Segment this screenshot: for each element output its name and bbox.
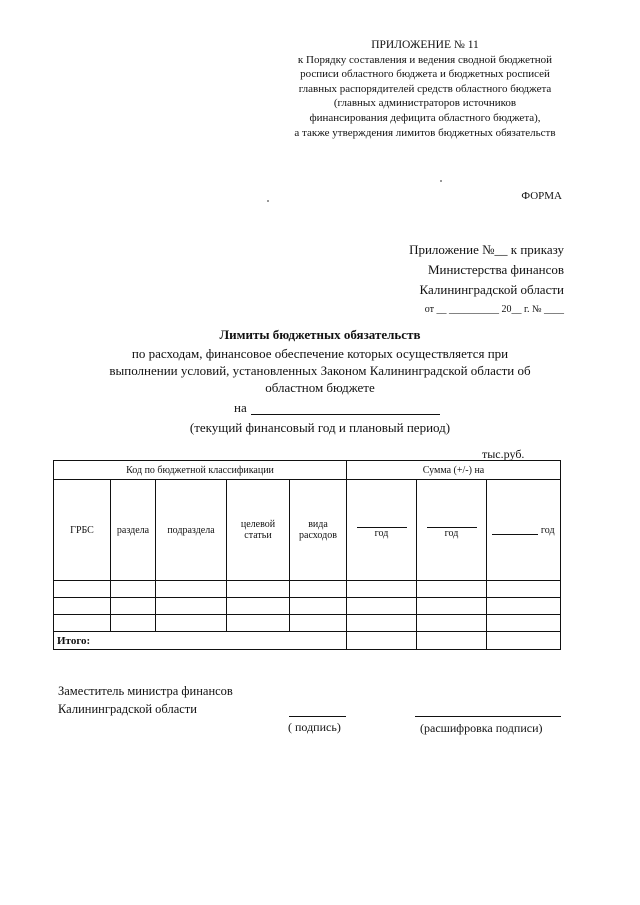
order-line: Министерства финансов: [427, 262, 564, 277]
appendix-line: росписи областного бюджета и бюджетных росписей: [300, 68, 550, 81]
order-line: Калининградской области: [419, 282, 564, 297]
group-header-sums: Сумма (+/-) на: [347, 461, 561, 480]
order-line: Приложение №__ к приказу: [409, 242, 564, 257]
order-reference: [360, 240, 564, 320]
signatory-position-line: Калининградской области: [58, 702, 197, 716]
appendix-line: к Порядку составления и ведения сводной бюджетной: [297, 53, 553, 66]
total-label: Итого:: [54, 632, 347, 650]
col-header-year-2: год: [417, 480, 487, 581]
scan-speck: [440, 180, 442, 182]
signatory-position: [58, 682, 233, 718]
form-label: ФОРМА: [521, 190, 562, 202]
table-row: [54, 615, 561, 632]
appendix-line: главных распорядителей средств областного бюджета: [298, 82, 552, 95]
na-blank-line: [251, 414, 440, 415]
appendix-heading: ПРИЛОЖЕНИЕ № 11: [371, 39, 479, 51]
appendix-block: [286, 38, 564, 140]
signature-line: [289, 716, 346, 717]
total-row: [54, 632, 561, 650]
col-header-target-item: целевой статьи: [227, 480, 290, 581]
unit-label: тыс.руб.: [482, 447, 525, 461]
document-description: по расходам, финансовое обеспечение которых осуществляется при выполнении условий, установленных Законом Калининградской области об областном бюджете: [109, 346, 531, 395]
document-title: Лимиты бюджетных обязательств: [219, 327, 421, 342]
col-header-subsection: подраздела: [156, 480, 227, 581]
period-caption: (текущий финансовый год и плановый период): [189, 420, 451, 435]
col-header-section: раздела: [111, 480, 156, 581]
col-header-expense-type: вида расходов: [290, 480, 347, 581]
col-header-grbs: ГРБС: [54, 480, 111, 581]
appendix-line: а также утверждения лимитов бюджетных обязательств: [294, 126, 556, 139]
scan-speck: [267, 200, 269, 202]
signature-caption: ( подпись): [288, 720, 341, 734]
col-header-year-3: год: [487, 480, 561, 581]
col-header-year-1: год: [347, 480, 417, 581]
appendix-line: финансирования дефицита областного бюджета),: [309, 111, 541, 124]
appendix-line: (главных администраторов источников: [333, 97, 517, 110]
table-row: [54, 598, 561, 615]
signature-decode-line: [415, 716, 561, 717]
table-row: [54, 581, 561, 598]
na-label: на: [234, 400, 247, 415]
signature-decode-caption: (расшифровка подписи): [420, 721, 543, 735]
group-header-codes: Код по бюджетной классификации: [54, 461, 347, 480]
limits-table: [53, 460, 561, 650]
signatory-position-line: Заместитель министра финансов: [58, 684, 233, 698]
order-date-number: от __ __________ 20__ г. № ____: [424, 304, 564, 315]
